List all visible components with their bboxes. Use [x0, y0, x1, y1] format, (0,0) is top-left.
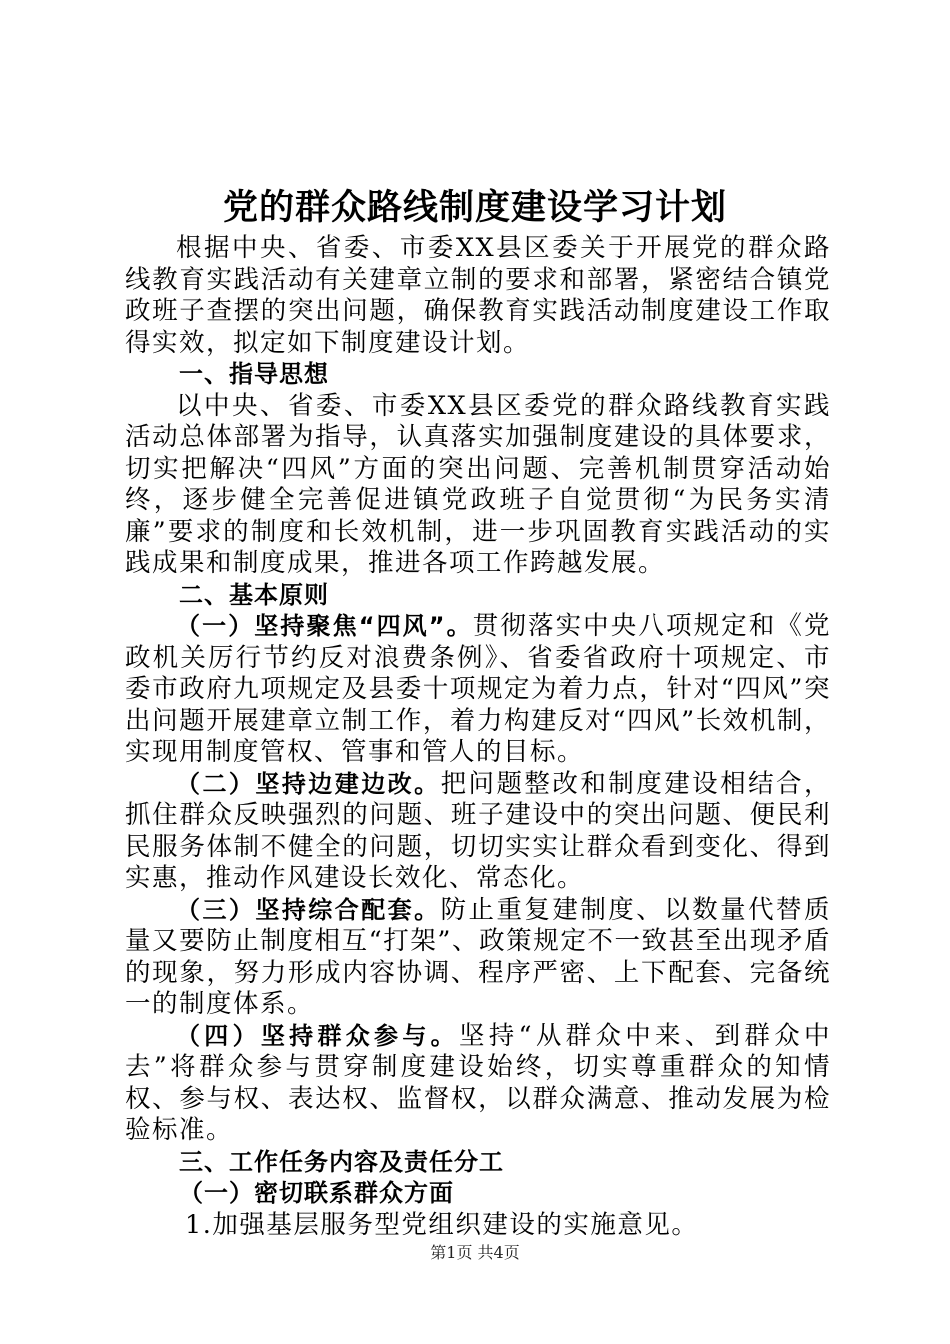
document-body — [125, 233, 831, 1241]
principle-paragraph-4 — [125, 1021, 831, 1147]
principle-lead-4: （四）坚持群众参与。 — [176, 1021, 459, 1050]
guiding-thought-paragraph: 以中央、省委、市委XX县区委党的群众路线教育实践活动总体部署为指导，认真落实加强制度建设的具体要求，切实把解决“四风”方面的突出问题、完善机制贯穿活动始终，逐步健全完善促进镇党政班子自觉贯彻“为民务实清廉”要求的制度和长效机制，进一步巩固教育实践活动的实践成果和制度成果，推进各项工作跨越发展。 — [125, 390, 831, 578]
section-heading-guiding-thought: 一、指导思想 — [179, 360, 329, 388]
principle-paragraph-2 — [125, 769, 831, 895]
principle-text-1: 贯彻落实中央八项规定和《党政机关厉行节约反对浪费条例》、省委省政府十项规定、市委市政府九项规定及县委十项规定为着力点，针对“四风”突出问题开展建章立制工作，着力构建反对“四风”长效机制，实现用制度管权、管事和管人的目标。 — [125, 611, 831, 767]
task-item-1: 1.加强基层服务型党组织建设的实施意见。 — [185, 1209, 699, 1240]
subsection-heading-contact-masses: （一）密切联系群众方面 — [179, 1179, 454, 1207]
intro-paragraph: 根据中央、省委、市委XX县区委关于开展党的群众路线教育实践活动有关建章立制的要求和部署，紧密结合镇党政班子查摆的突出问题，确保教育实践活动制度建设工作取得实效，拟定如下制度建设计划。 — [125, 233, 831, 358]
document-title: 党的群众路线制度建设学习计划 — [222, 188, 727, 228]
principle-paragraph-3 — [125, 895, 831, 1021]
principle-text-4: 坚持“从群众中来、到群众中去”将群众参与贯穿制度建设始终，切实尊重群众的知情权、参与权、表达权、监督权，以群众满意、推动发展为检验标准。 — [125, 1020, 831, 1145]
principle-text-3: 防止重复建制度、以数量代替质量又要防止制度相互“打架”、政策规定不一致甚至出现矛盾的现象，努力形成内容协调、程序严密、上下配套、完备统一的制度体系。 — [125, 894, 831, 1019]
principle-lead-3: （三）坚持综合配套。 — [176, 895, 441, 924]
section-heading-tasks: 三、工作任务内容及责任分工 — [179, 1147, 504, 1176]
principle-text-2: 把问题整改和制度建设相结合，抓住群众反映强烈的问题、班子建设中的突出问题、便民利民服务体制不健全的问题，切切实实让群众看到变化、得到实惠，推动作风建设长效化、常态化。 — [125, 768, 831, 893]
principle-paragraph-1 — [125, 611, 831, 769]
principle-lead-2: （二）坚持边建边改。 — [176, 769, 441, 798]
section-heading-basic-principles: 二、基本原则 — [179, 580, 329, 609]
principle-lead-1: （一）坚持聚焦“四风”。 — [176, 612, 473, 640]
page-footer: 第1页 共4页 — [430, 1243, 520, 1262]
